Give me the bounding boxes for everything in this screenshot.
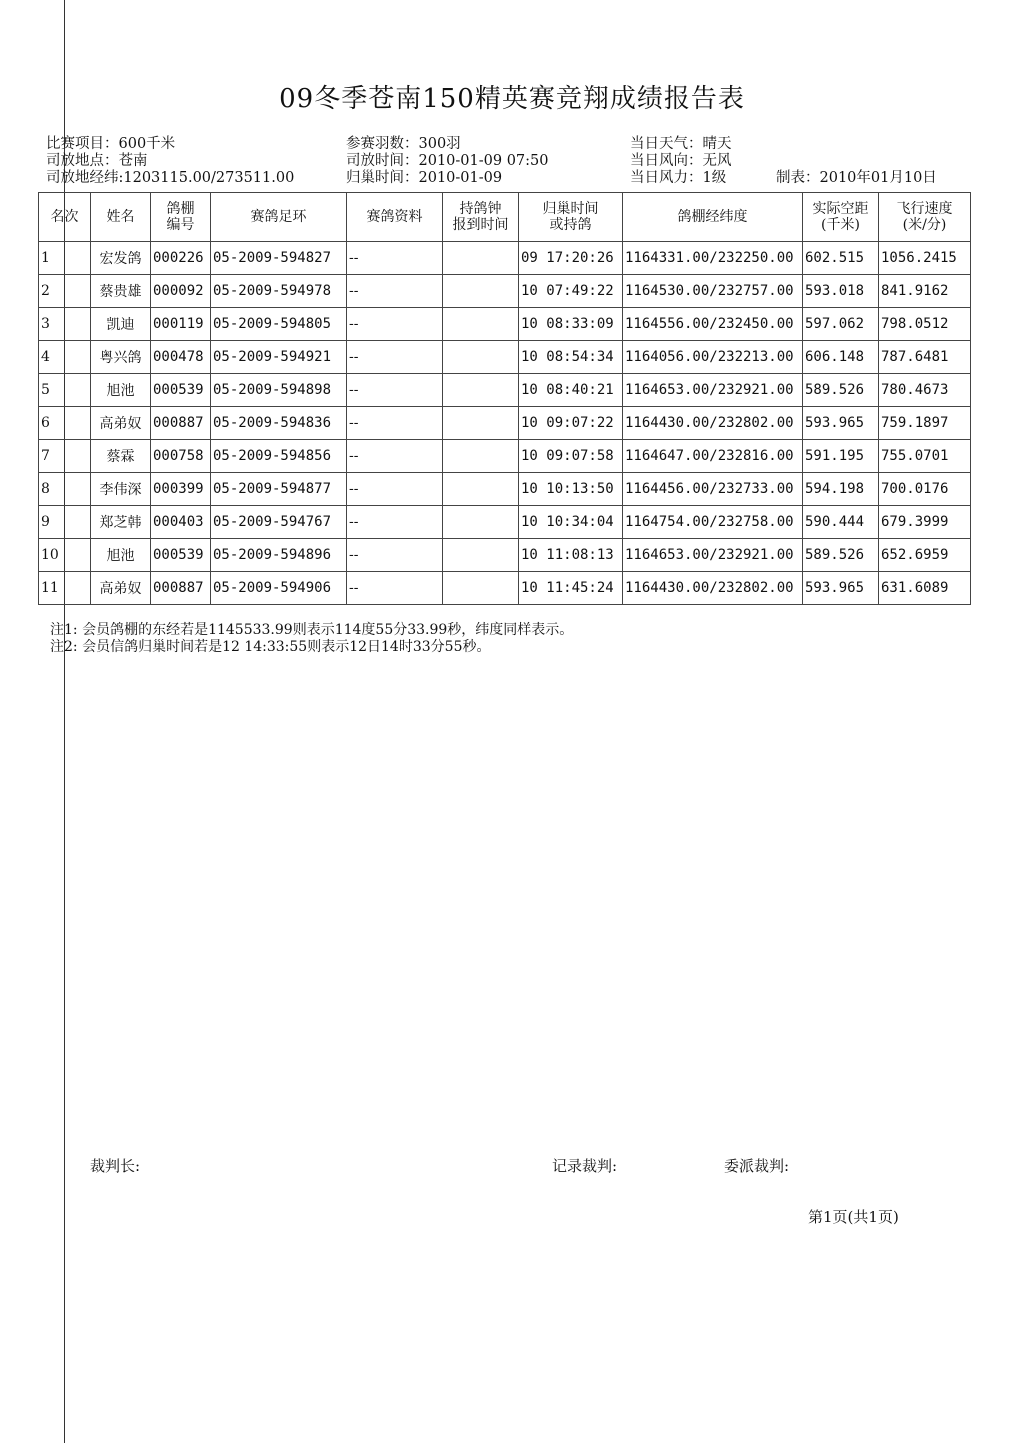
- table-row: [39, 539, 971, 572]
- cell-clock-time: [443, 407, 519, 440]
- cell-arrival-time: 10 09:07:58: [519, 440, 623, 473]
- cell-loft-id: 000399: [151, 473, 211, 506]
- cell-speed: 841.9162: [879, 275, 971, 308]
- cell-loft-id: 000539: [151, 374, 211, 407]
- table-row: [39, 407, 971, 440]
- cell-loft-id: 000403: [151, 506, 211, 539]
- cell-distance: 593.965: [803, 572, 879, 605]
- cell-pigeon-info: --: [347, 440, 443, 473]
- delegate-referee-label: 委派裁判:: [724, 1157, 790, 1175]
- cell-name: 蔡霖: [91, 440, 151, 473]
- footnote-2: 注2: 会员信鸽归巢时间若是12 14:33:55则表示12日14时33分55秒。: [50, 639, 491, 655]
- cell-distance: 591.195: [803, 440, 879, 473]
- header-coordinates: 鸽棚经纬度: [623, 193, 803, 242]
- table-row: [39, 374, 971, 407]
- table-row: [39, 341, 971, 374]
- table-row: [39, 506, 971, 539]
- cell-coordinates: 1164331.00/232250.00: [623, 242, 803, 275]
- cell-pigeon-info: --: [347, 242, 443, 275]
- cell-coordinates: 1164556.00/232450.00: [623, 308, 803, 341]
- cell-pigeon-info: --: [347, 572, 443, 605]
- header-clock-time: 持鸽钟 报到时间: [443, 193, 519, 242]
- cell-rank: 8: [39, 473, 91, 506]
- cell-clock-time: [443, 572, 519, 605]
- cell-name: 旭池: [91, 374, 151, 407]
- cell-name: 宏发鸽: [91, 242, 151, 275]
- header-pigeon-info: 赛鸽资料: [347, 193, 443, 242]
- cell-name: 高弟奴: [91, 572, 151, 605]
- cell-clock-time: [443, 308, 519, 341]
- cell-loft-id: 000478: [151, 341, 211, 374]
- cell-coordinates: 1164530.00/232757.00: [623, 275, 803, 308]
- footnote-1: 注1: 会员鸽棚的东经若是1145533.99则表示114度55分33.99秒，纬度同样表示。: [50, 622, 574, 638]
- table-row: [39, 473, 971, 506]
- cell-rank: 6: [39, 407, 91, 440]
- chief-referee-label: 裁判长:: [90, 1157, 141, 1175]
- header-name: 姓名: [91, 193, 151, 242]
- cell-coordinates: 1164056.00/232213.00: [623, 341, 803, 374]
- cell-rank: 2: [39, 275, 91, 308]
- cell-arrival-time: 10 10:34:04: [519, 506, 623, 539]
- entries-count: 参赛羽数：300羽: [346, 136, 461, 152]
- info-column-weather: [630, 136, 732, 187]
- cell-coordinates: 1164456.00/232733.00: [623, 473, 803, 506]
- header-ring: 赛鸽足环: [211, 193, 347, 242]
- cell-coordinates: 1164647.00/232816.00: [623, 440, 803, 473]
- cell-name: 高弟奴: [91, 407, 151, 440]
- cell-rank: 9: [39, 506, 91, 539]
- cell-distance: 589.526: [803, 374, 879, 407]
- cell-pigeon-info: --: [347, 539, 443, 572]
- info-column-time: [346, 136, 549, 187]
- release-time: 司放时间：2010-01-09 07:50: [346, 153, 549, 169]
- cell-loft-id: 000119: [151, 308, 211, 341]
- cell-pigeon-info: --: [347, 407, 443, 440]
- cell-rank: 3: [39, 308, 91, 341]
- cell-pigeon-info: --: [347, 506, 443, 539]
- cell-loft-id: 000887: [151, 572, 211, 605]
- cell-ring: 05-2009-594896: [211, 539, 347, 572]
- cell-ring: 05-2009-594805: [211, 308, 347, 341]
- release-location: 司放地点：苍南: [46, 153, 148, 169]
- cell-coordinates: 1164430.00/232802.00: [623, 572, 803, 605]
- cell-clock-time: [443, 473, 519, 506]
- wind-direction: 当日风向：无风: [630, 153, 732, 169]
- cell-clock-time: [443, 440, 519, 473]
- cell-speed: 798.0512: [879, 308, 971, 341]
- header-arrival: 归巢时间 或持鸽: [519, 193, 623, 242]
- cell-clock-time: [443, 506, 519, 539]
- cell-distance: 606.148: [803, 341, 879, 374]
- cell-pigeon-info: --: [347, 341, 443, 374]
- cell-speed: 755.0701: [879, 440, 971, 473]
- table-header-row: [39, 193, 971, 242]
- cell-distance: 593.965: [803, 407, 879, 440]
- report-title: 09冬季苍南150精英赛竞翔成绩报告表: [279, 84, 745, 114]
- made-date: 制表：2010年01月10日: [776, 170, 937, 186]
- weather: 当日天气：晴天: [630, 136, 732, 152]
- cell-clock-time: [443, 275, 519, 308]
- cell-arrival-time: 10 11:08:13: [519, 539, 623, 572]
- cell-coordinates: 1164754.00/232758.00: [623, 506, 803, 539]
- cell-pigeon-info: --: [347, 308, 443, 341]
- page-number: 第1页(共1页): [808, 1208, 899, 1226]
- header-speed: 飞行速度 (米/分): [879, 193, 971, 242]
- cell-speed: 652.6959: [879, 539, 971, 572]
- cell-clock-time: [443, 341, 519, 374]
- cell-clock-time: [443, 539, 519, 572]
- cell-arrival-time: 10 08:54:34: [519, 341, 623, 374]
- cell-ring: 05-2009-594767: [211, 506, 347, 539]
- cell-distance: 602.515: [803, 242, 879, 275]
- header-rank: 名次: [39, 193, 91, 242]
- cell-pigeon-info: --: [347, 275, 443, 308]
- cell-name: 凯迪: [91, 308, 151, 341]
- cell-clock-time: [443, 374, 519, 407]
- cell-speed: 679.3999: [879, 506, 971, 539]
- cell-pigeon-info: --: [347, 473, 443, 506]
- cell-rank: 5: [39, 374, 91, 407]
- cell-arrival-time: 10 11:45:24: [519, 572, 623, 605]
- cell-ring: 05-2009-594921: [211, 341, 347, 374]
- cell-distance: 594.198: [803, 473, 879, 506]
- table-row: [39, 275, 971, 308]
- cell-ring: 05-2009-594827: [211, 242, 347, 275]
- cell-coordinates: 1164653.00/232921.00: [623, 374, 803, 407]
- cell-speed: 631.6089: [879, 572, 971, 605]
- cell-loft-id: 000092: [151, 275, 211, 308]
- return-date: 归巢时间：2010-01-09: [346, 170, 503, 186]
- cell-rank: 4: [39, 341, 91, 374]
- cell-clock-time: [443, 242, 519, 275]
- cell-rank: 11: [39, 572, 91, 605]
- cell-distance: 590.444: [803, 506, 879, 539]
- cell-arrival-time: 10 08:40:21: [519, 374, 623, 407]
- cell-ring: 05-2009-594856: [211, 440, 347, 473]
- header-distance: 实际空距 (千米): [803, 193, 879, 242]
- header-loft-id: 鸽棚 编号: [151, 193, 211, 242]
- cell-rank: 7: [39, 440, 91, 473]
- cell-distance: 589.526: [803, 539, 879, 572]
- recorder-referee-label: 记录裁判:: [552, 1157, 618, 1175]
- wind-force: 当日风力：1级: [630, 170, 727, 186]
- table-row: [39, 308, 971, 341]
- cell-name: 李伟深: [91, 473, 151, 506]
- info-column-race: [46, 136, 294, 187]
- footnotes: [50, 622, 573, 656]
- cell-name: 郑芝韩: [91, 506, 151, 539]
- cell-name: 粤兴鸽: [91, 341, 151, 374]
- cell-arrival-time: 10 09:07:22: [519, 407, 623, 440]
- cell-speed: 700.0176: [879, 473, 971, 506]
- cell-ring: 05-2009-594906: [211, 572, 347, 605]
- cell-distance: 597.062: [803, 308, 879, 341]
- cell-coordinates: 1164430.00/232802.00: [623, 407, 803, 440]
- cell-ring: 05-2009-594898: [211, 374, 347, 407]
- cell-rank: 10: [39, 539, 91, 572]
- cell-loft-id: 000226: [151, 242, 211, 275]
- cell-loft-id: 000539: [151, 539, 211, 572]
- cell-speed: 759.1897: [879, 407, 971, 440]
- cell-speed: 1056.2415: [879, 242, 971, 275]
- cell-ring: 05-2009-594978: [211, 275, 347, 308]
- release-coordinates: 司放地经纬:1203115.00/273511.00: [46, 170, 295, 186]
- race-distance: 比赛项目：600千米: [46, 136, 176, 152]
- table-row: [39, 440, 971, 473]
- cell-arrival-time: 10 08:33:09: [519, 308, 623, 341]
- cell-pigeon-info: --: [347, 374, 443, 407]
- cell-arrival-time: 09 17:20:26: [519, 242, 623, 275]
- cell-ring: 05-2009-594877: [211, 473, 347, 506]
- cell-arrival-time: 10 07:49:22: [519, 275, 623, 308]
- results-table: [38, 192, 971, 605]
- cell-speed: 780.4673: [879, 374, 971, 407]
- cell-distance: 593.018: [803, 275, 879, 308]
- table-row: [39, 242, 971, 275]
- cell-name: 旭池: [91, 539, 151, 572]
- cell-loft-id: 000758: [151, 440, 211, 473]
- cell-arrival-time: 10 10:13:50: [519, 473, 623, 506]
- table-row: [39, 572, 971, 605]
- cell-loft-id: 000887: [151, 407, 211, 440]
- cell-speed: 787.6481: [879, 341, 971, 374]
- cell-ring: 05-2009-594836: [211, 407, 347, 440]
- cell-coordinates: 1164653.00/232921.00: [623, 539, 803, 572]
- cell-name: 蔡贵雄: [91, 275, 151, 308]
- cell-rank: 1: [39, 242, 91, 275]
